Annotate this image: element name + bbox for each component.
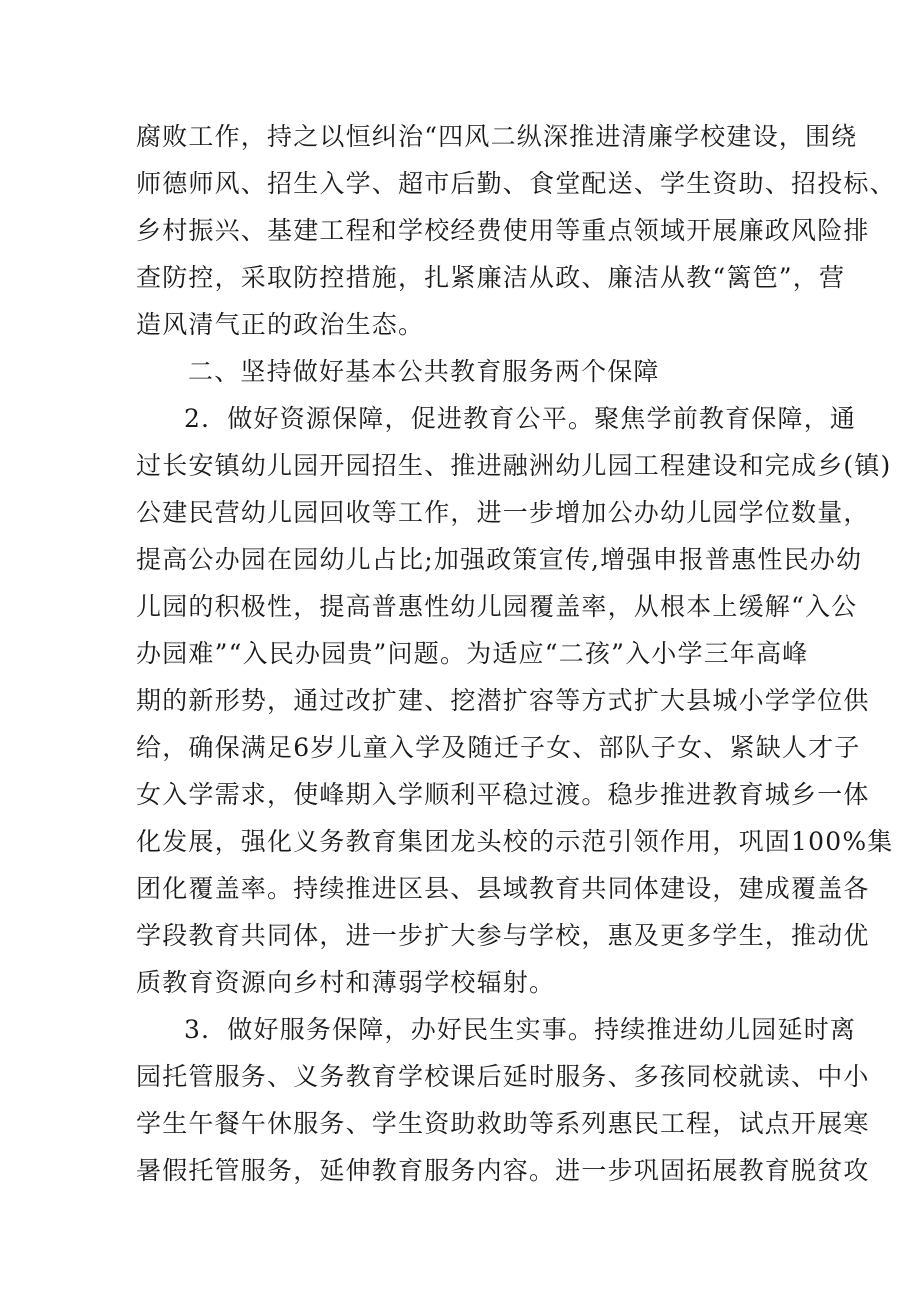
paragraph-line: 公建民营幼儿园回收等工作，进一步增加公办幼儿园学位数量， xyxy=(136,498,870,527)
paragraph-line: 2．做好资源保障，促进教育公平。聚焦学前教育保障，通 xyxy=(184,404,857,433)
paragraph-3 xyxy=(136,1006,870,1194)
paragraph-line: 女入学需求，使峰期入学顺利平稳过渡。稳步推进教育城乡一体 xyxy=(136,780,870,809)
paragraph-line: 办园难”“入民办园贵”问题。为适应“二孩”入小学三年高峰 xyxy=(136,639,809,668)
paragraph-line: 儿园的积极性，提高普惠性幼儿园覆盖率，从根本上缓解“入公 xyxy=(136,592,858,621)
paragraph-line: 质教育资源向乡村和薄弱学校辐射。 xyxy=(136,968,556,997)
paragraph-line: 腐败工作，持之以恒纠治“四风二纵深推进清廉学校建设，围绕 xyxy=(136,122,858,151)
paragraph-line: 乡村振兴、基建工程和学校经费使用等重点领域开展廉政风险排 xyxy=(136,216,870,245)
paragraph-line: 查防控，采取防控措施，扎紧廉洁从政、廉洁从教“篱笆”，营 xyxy=(136,263,846,292)
paragraph-line: 学段教育共同体，进一步扩大参与学校，惠及更多学生，推动优 xyxy=(136,921,870,950)
paragraph-line: 提高公办园在园幼儿占比;加强政策宣传,增强申报普惠性民办幼 xyxy=(136,545,863,574)
document-body xyxy=(136,113,896,1194)
paragraph-1 xyxy=(136,113,896,348)
paragraph-line: 化发展，强化义务教育集团龙头校的示范引领作用，巩固100%集 xyxy=(136,827,894,856)
paragraph-line: 3．做好服务保障，办好民生实事。持续推进幼儿园延时离 xyxy=(184,1015,857,1044)
paragraph-line: 师德师风、招生入学、超市后勤、食堂配送、学生资助、招投标、 xyxy=(136,169,896,198)
paragraph-line: 造风清气正的政治生态。 xyxy=(136,310,425,339)
paragraph-line: 过长安镇幼儿园开园招生、推进融洲幼儿园工程建设和完成乡(镇) xyxy=(136,451,892,480)
paragraph-line: 团化覆盖率。持续推进区县、县域教育共同体建设，建成覆盖各 xyxy=(136,874,870,903)
paragraph-line: 学生午餐午休服务、学生资助救助等系列惠民工程，试点开展寒 xyxy=(136,1109,870,1138)
paragraph-line: 期的新形势，通过改扩建、挖潜扩容等方式扩大县城小学学位供 xyxy=(136,686,870,715)
paragraph-line: 给，确保满足6岁儿童入学及随迁子女、部队子女、紧缺人才子 xyxy=(136,733,861,762)
section-heading: 二、坚持做好基本公共教育服务两个保障 xyxy=(188,357,660,386)
paragraph-2 xyxy=(136,395,894,1006)
paragraph-line: 园托管服务、义务教育学校课后延时服务、多孩同校就读、中小 xyxy=(136,1062,870,1091)
paragraph-line: 暑假托管服务，延伸教育服务内容。进一步巩固拓展教育脱贫攻 xyxy=(136,1156,870,1185)
